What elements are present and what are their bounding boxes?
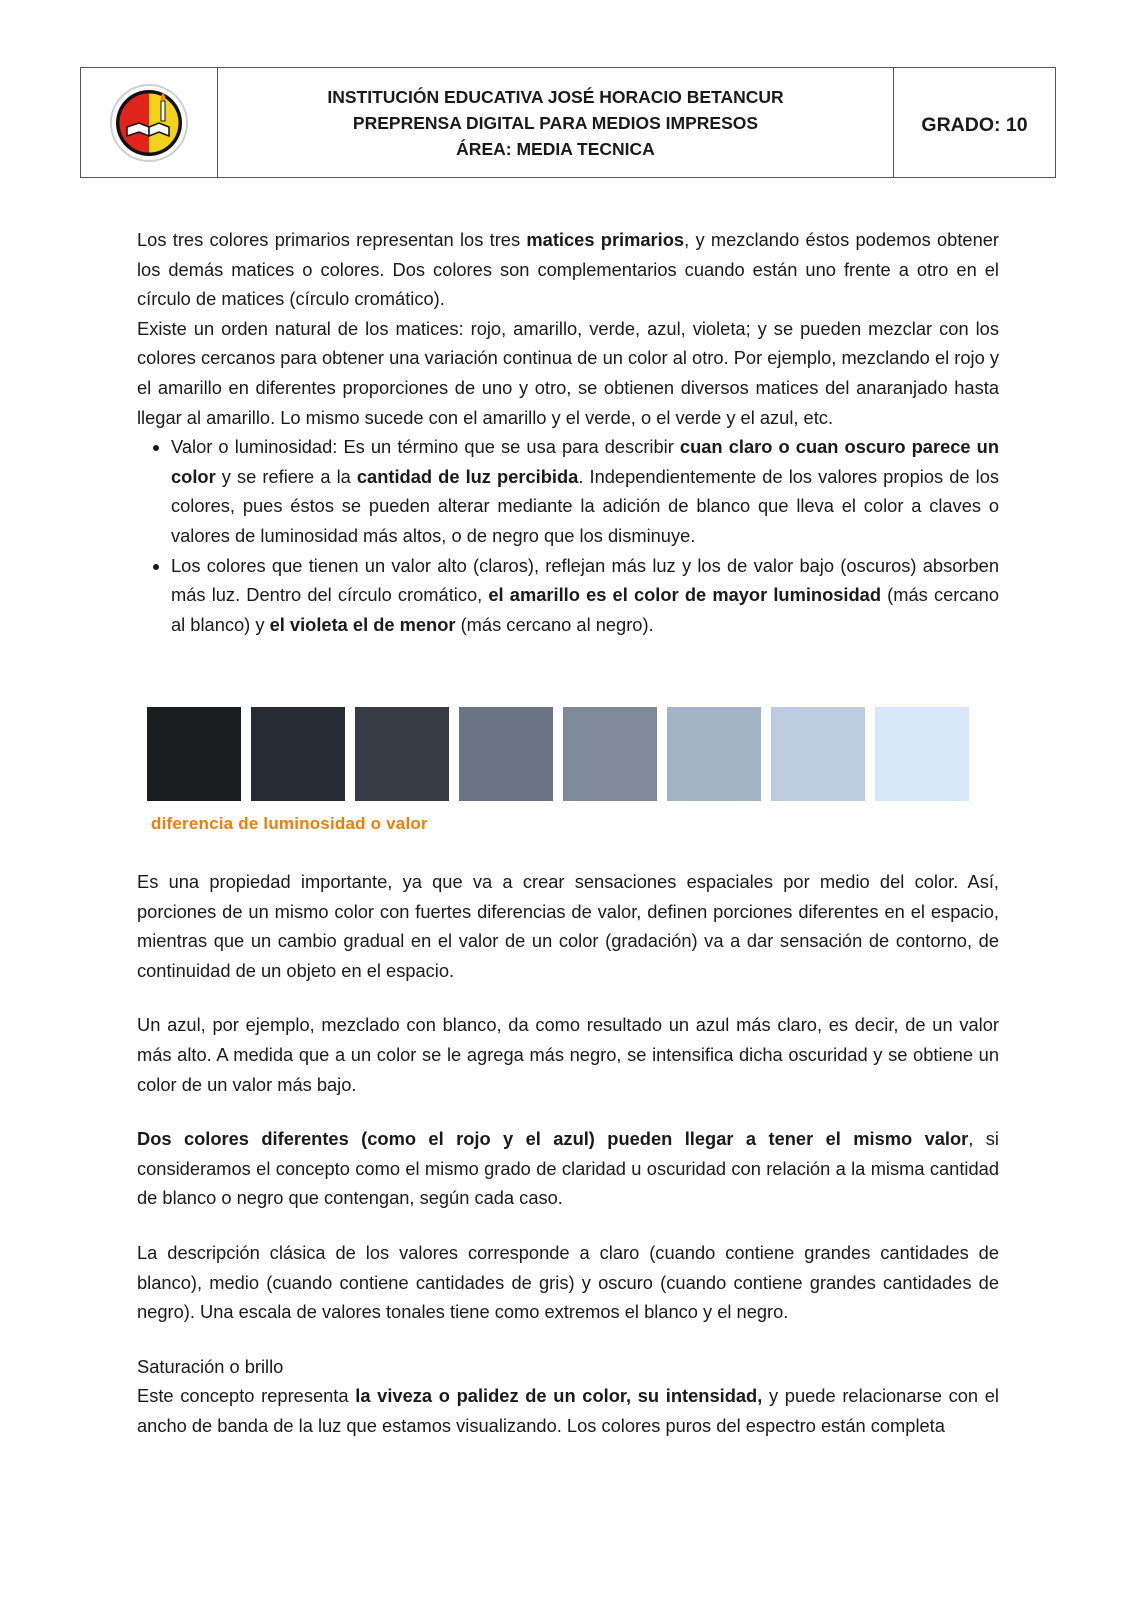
bold-text: matices primarios	[526, 229, 685, 250]
list-item	[171, 432, 999, 550]
swatch-8	[875, 707, 969, 801]
bold-text: cuan claro o cuan oscuro parece un color	[171, 436, 1000, 487]
document-header	[80, 67, 1056, 178]
paragraph-natural-order: Existe un orden natural de los matices: rojo, amarillo, verde, azul, violeta; y se pueden mezclar con los colores cercanos para obtener una variación continua de un color al otro. Por ejemplo, mezclando el rojo y el amarillo en diferentes proporciones de uno y otro, se obtienen diversos matices del anaranjado hasta llegar al amarillo. Lo mismo sucede con el amarillo y el verde, o el verde y el azul, etc.	[137, 317, 999, 428]
paragraph-same-value	[137, 1124, 999, 1213]
text-run: . Independientemente de los valores propios de los colores, pues éstos se pueden alterar mediante la adición de blanco que lleva el color a claves o valores de luminosidad más altos, o de negro que los disminuye.	[171, 465, 1000, 546]
school-logo-icon	[109, 83, 189, 163]
bold-text: Dos colores diferentes (como el rojo y el azul) pueden llegar a tener el mismo valor	[137, 1128, 969, 1150]
text-run: Este concepto representa	[137, 1385, 356, 1407]
spacer	[137, 1327, 999, 1352]
text-run: , y mezclando éstos podemos obtener los demás matices o colores. Dos colores son complementarios cuando están uno frente a otro en el círculo de matices (círculo cromático).	[137, 229, 1000, 310]
course-name: PREPRENSA DIGITAL PARA MEDIOS IMPRESOS	[352, 112, 759, 133]
bullet-list	[137, 432, 999, 639]
text-run: y puede relacionarse con el ancho de banda de la luz que estamos visualizando. Los colores puros del espectro están completa	[137, 1385, 999, 1436]
swatch-2	[251, 707, 345, 801]
swatch-6	[667, 707, 761, 801]
paragraph-spatial: Es una propiedad importante, ya que va a crear sensaciones espaciales por medio del color. Así, porciones de un mismo color con fuertes diferencias de valor, definen porciones diferentes en el espacio, mientras que un cambio gradual en el valor de un color (gradación) va a dar sensación de contorno, de continuidad de un objeto en el espacio.	[137, 871, 999, 981]
text-run: (más cercano al blanco) y	[171, 584, 999, 635]
area-name: ÁREA: MEDIA TECNICA	[456, 138, 655, 159]
paragraph-classic-values: La descripción clásica de los valores corresponde a claro (cuando contiene grandes cantidades de blanco), medio (cuando contiene cantidades de gris) y oscuro (cuando contiene grandes cantidades de negro). Una escala de valores tonales tiene como extremos el blanco y el negro.	[137, 1241, 999, 1323]
grade-label: GRADO: 10	[921, 114, 1028, 136]
swatch-5	[563, 707, 657, 801]
header-title	[218, 68, 894, 177]
swatch-1	[147, 707, 241, 801]
text-run: , si consideramos el concepto como el mismo grado de claridad u oscuridad con relación a la misma cantidad de blanco o negro que contengan, según cada caso.	[137, 1128, 999, 1209]
section-heading-saturation: Saturación o brillo	[137, 1355, 284, 1377]
text-run: Valor o luminosidad: Es un término que se usa para describir	[171, 436, 680, 458]
paragraph-saturation	[137, 1381, 999, 1440]
spacer	[137, 1099, 999, 1124]
swatch-4	[459, 707, 553, 801]
luminosity-swatches	[147, 707, 987, 801]
body-text-top	[137, 225, 999, 639]
institution-name: INSTITUCIÓN EDUCATIVA JOSÉ HORACIO BETANCUR	[327, 86, 784, 107]
spacer	[137, 985, 999, 1010]
bold-text: cantidad de luz percibida	[356, 465, 579, 487]
bold-text: el amarillo es el color de mayor luminosidad	[488, 584, 882, 606]
text-run: (más cercano al negro).	[455, 613, 654, 635]
text-run: Los colores que tienen un valor alto (claros), reflejan más luz y los de valor bajo (oscuros) absorben más luz. Dentro del círculo cromático,	[171, 554, 999, 606]
list-item	[171, 551, 999, 640]
swatch-3	[355, 707, 449, 801]
text-run: Los tres colores primarios representan los tres	[137, 229, 527, 250]
spacer	[137, 1213, 999, 1238]
bold-text: el violeta el de menor	[269, 613, 456, 635]
paragraph-primary-colors	[137, 225, 999, 314]
body-text-bottom	[137, 867, 999, 1441]
text-run: y se refiere a la	[215, 465, 357, 487]
swatch-7	[771, 707, 865, 801]
bold-text: la viveza o palidez de un color, su intensidad,	[355, 1385, 763, 1407]
school-logo-cell	[81, 68, 218, 177]
figure-caption: diferencia de luminosidad o valor	[151, 814, 428, 833]
paragraph-blue-example: Un azul, por ejemplo, mezclado con blanco, da como resultado un azul más claro, es decir, de un valor más alto. A medida que a un color se le agrega más negro, se intensifica dicha oscuridad y se obtiene un color de un valor más bajo.	[137, 1014, 999, 1095]
